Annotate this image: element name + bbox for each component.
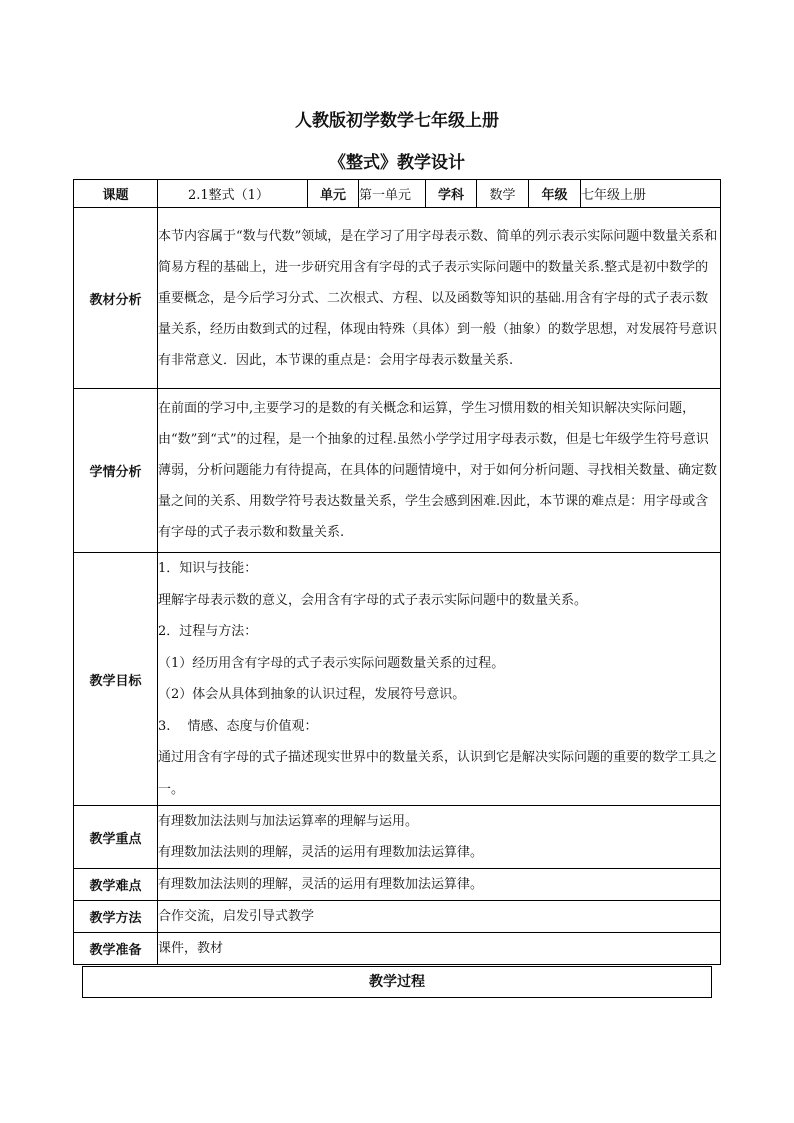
methods-row <box>74 901 721 933</box>
student-analysis-label: 学情分析 <box>74 389 158 553</box>
difficulties-row <box>74 869 721 901</box>
key-points-label: 教学重点 <box>74 806 158 869</box>
document-title: 人教版初学数学七年级上册 <box>295 111 499 131</box>
lesson-plan-table <box>73 179 721 965</box>
objective-line: 通过用含有字母的式子描述现实世界中的数量关系，认识到它是解决实际问题的重要的数学工具之一。 <box>158 750 718 797</box>
subject-value: 数学 <box>477 180 529 208</box>
material-analysis-text: 本节内容属于“数与代数”领域，是在学习了用字母表示数、简单的列示表示实际问题中数量关系和简易方程的基础上，进一步研究用含有字母的式子表示实际问题中的数量关系.整式是初中数学的重要概念，是今后学习分式、二次根式、方程、以及函数等知识的基础.用含有字母的式子表示数量关系，经历由数到式的过程，体现由特殊（具体）到一般（抽象）的数学思想，对发展符号意识有非常意义．因此，本节课的重点是：会用字母表示数量关系. <box>158 208 721 389</box>
material-analysis-row <box>74 208 721 389</box>
header-row <box>74 180 721 208</box>
key-point-line: 有理数加法法则与加法运算率的理解与运用。 <box>158 814 419 829</box>
objective-line: 理解字母表示数的意义，会用含有字母的式子表示实际问题中的数量关系。 <box>158 592 588 608</box>
preparation-label: 教学准备 <box>74 933 158 965</box>
objectives-row <box>74 553 721 806</box>
objective-line: 2．过程与方法： <box>158 624 258 639</box>
preparation-text: 课件，教材 <box>158 933 721 965</box>
objective-line: 1．知识与技能： <box>158 561 258 576</box>
material-analysis-label: 教材分析 <box>74 208 158 389</box>
key-points-content <box>158 806 721 869</box>
difficulties-label: 教学难点 <box>74 869 158 901</box>
subject-label: 学科 <box>426 180 477 208</box>
methods-text: 合作交流，启发引导式教学 <box>158 901 721 933</box>
difficulties-text: 有理数加法法则的理解，灵活的运用有理数加法运算律。 <box>158 869 721 901</box>
unit-label: 单元 <box>308 180 359 208</box>
objective-line: （2）体会从具体到抽象的认识过程，发展符号意识。 <box>158 687 466 702</box>
key-points-row <box>74 806 721 869</box>
objectives-content <box>158 553 721 806</box>
document-subtitle: 《整式》教学设计 <box>329 153 465 173</box>
objectives-label: 教学目标 <box>74 553 158 806</box>
grade-label: 年级 <box>529 180 581 208</box>
objective-line: 3. 情感、态度与价值观： <box>158 718 318 734</box>
unit-value: 第一单元 <box>359 180 426 208</box>
objective-line: （1）经历用含有字母的式子表示实际问题数量关系的过程。 <box>158 655 505 671</box>
teaching-process-header: 教学过程 <box>82 966 712 998</box>
student-analysis-row <box>74 389 721 553</box>
topic-label: 课题 <box>74 180 158 208</box>
topic-value: 2.1整式（1） <box>158 180 308 208</box>
methods-label: 教学方法 <box>74 901 158 933</box>
key-point-line: 有理数加法法则的理解，灵活的运用有理数加法运算律。 <box>158 845 484 860</box>
grade-value: 七年级上册 <box>581 180 721 208</box>
student-analysis-text: 在前面的学习中,主要学习的是数的有关概念和运算，学生习惯用数的相关知识解决实际问题，由“数”到“式”的过程，是一个抽象的过程.虽然小学学过用字母表示数，但是七年级学生符号意识薄弱，分析问题能力有待提高，在具体的问题情境中，对于如何分析问题、寻找相关数量、确定数量之间的关系、用数学符号表达数量关系，学生会感到困难.因此，本节课的难点是：用字母或含有字母的式子表示数和数量关系. <box>158 389 721 553</box>
preparation-row <box>74 933 721 965</box>
